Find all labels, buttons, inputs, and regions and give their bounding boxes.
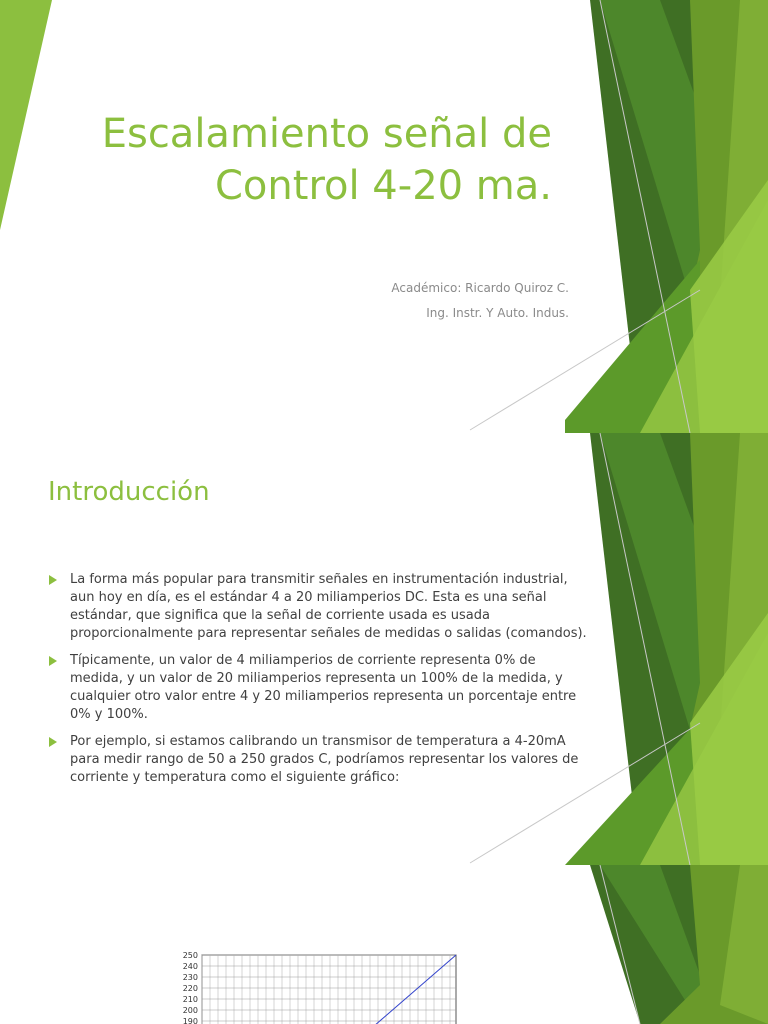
y-tick-label: 230 (182, 973, 198, 982)
y-tick-label: 240 (182, 962, 198, 971)
bullet-text: Típicamente, un valor de 4 miliamperios de corriente representa 0% de medida, y un valor de 20 miliamperios representa un 100% de la medida, y cualquier otro valor entre 4 y 20 miliamperios representa un porcentaje entre 0% y 100%. (70, 653, 577, 722)
y-axis-ticks (183, 951, 198, 1024)
author-text: Académico: Ricardo Quiroz C. (391, 281, 569, 295)
temperature-current-chart (160, 945, 460, 1024)
title-slide (0, 0, 768, 433)
y-tick-label: 250 (182, 951, 198, 960)
list-item (48, 652, 588, 724)
list-item (48, 733, 588, 787)
chart-grid (202, 955, 456, 1024)
green-decoration (0, 0, 768, 433)
y-tick-label: 200 (182, 1006, 198, 1015)
presentation-title (102, 108, 552, 212)
bullet-list (48, 571, 588, 796)
author-role-text: Ing. Instr. Y Auto. Indus. (426, 306, 569, 320)
title-line-1: Escalamiento señal de (101, 111, 552, 157)
title-line-2: Control 4-20 ma. (215, 163, 552, 209)
y-tick-label: 190 (182, 1017, 198, 1024)
bullet-arrow-icon (49, 737, 57, 747)
list-item (48, 571, 588, 643)
slide-heading: Introducción (48, 477, 210, 507)
intro-slide (0, 433, 768, 865)
chart-slide (0, 865, 768, 1024)
y-tick-label: 210 (182, 995, 198, 1004)
bullet-arrow-icon (49, 656, 57, 666)
bullet-text: Por ejemplo, si estamos calibrando un transmisor de temperatura a 4-20mA para medir rango de 50 a 250 grados C, podríamos representar los valores de corriente y temperatura como el siguiente gráfico: (70, 734, 579, 785)
bullet-arrow-icon (49, 575, 57, 585)
y-tick-label: 220 (182, 984, 198, 993)
bullet-text: La forma más popular para transmitir señales en instrumentación industrial, aun hoy en día, es el estándar 4 a 20 miliamperios DC. Esta es una señal estándar, que significa que la señal de corriente usada es usada proporcionalmente para representar señales de medidas o salidas (comandos). (70, 572, 587, 641)
